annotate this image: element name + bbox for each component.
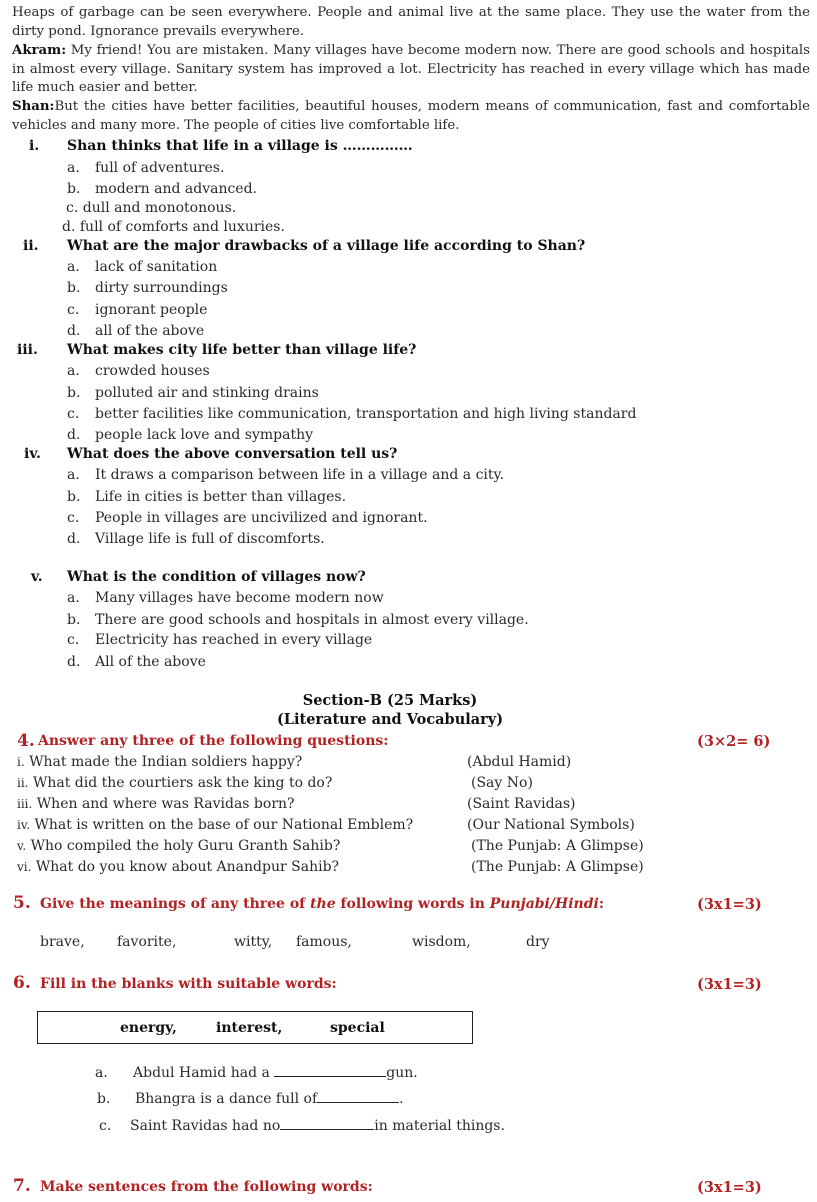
question-5-block-marks: (3x1=3) (697, 896, 762, 913)
question-5-option-a (67, 590, 384, 606)
fill-blank-b (97, 1091, 404, 1107)
vocab-word-brave: brave, (40, 934, 85, 950)
option-letter: c. (67, 406, 80, 422)
vocab-word-wisdom: wisdom, (412, 934, 471, 950)
short-question-text: When and where was Ravidas born? (36, 796, 295, 812)
fill-blank-post: gun. (386, 1065, 418, 1081)
short-question-5 (17, 838, 340, 854)
option-text: people lack love and sympathy (95, 427, 314, 443)
short-question-number: v. (17, 839, 27, 853)
passage-line-1 (12, 4, 810, 41)
q5-heading-the: the (310, 896, 336, 912)
question-4-block-heading: Answer any three of the following questions: (38, 733, 389, 749)
question-5-block-heading (40, 896, 604, 912)
question-2-number: ii. (23, 238, 39, 254)
passage-akram (12, 42, 810, 98)
option-text: crowded houses (95, 363, 210, 379)
option-letter: c. (67, 302, 80, 318)
short-question-number: iii. (17, 797, 33, 811)
q5-heading-part-2: following words in (335, 896, 490, 912)
shan-speaker: Shan: (12, 99, 55, 114)
short-question-text: What do you know about Anandpur Sahib? (35, 859, 340, 875)
option-letter: a. (67, 363, 80, 379)
short-question-number: iv. (17, 818, 31, 832)
question-1-option-d (62, 219, 285, 235)
word-box (37, 1011, 473, 1044)
option-letter: b. (67, 385, 81, 401)
q5-heading-language: Punjabi/Hindi (489, 896, 599, 912)
option-letter: b. (67, 280, 81, 296)
fill-blank-letter: c. (99, 1118, 112, 1134)
question-5-option-b (67, 612, 529, 628)
question-4-option-b (67, 489, 346, 505)
question-2-option-d (67, 323, 204, 339)
question-7-block-heading: Make sentences from the following words: (40, 1179, 373, 1195)
fill-blank-post: in material things. (374, 1118, 505, 1134)
option-letter: c. (66, 200, 79, 216)
option-text: All of the above (95, 654, 206, 670)
question-3-option-d (67, 427, 313, 443)
option-letter: c. (67, 510, 80, 526)
question-7-block-marks: (3x1=3) (697, 1179, 762, 1196)
question-1-text: Shan thinks that life in a village is …………… (67, 138, 413, 154)
vocab-word-dry: dry (526, 934, 550, 950)
vocab-word-witty: witty, (234, 934, 273, 950)
passage-text-1: Heaps of garbage can be seen everywhere. People and animal live at the same place. They use the water from the dirty pond. Ignorance prevails everywhere. (12, 5, 810, 39)
option-letter: c. (67, 632, 80, 648)
question-3-option-a (67, 363, 210, 379)
fill-blank-pre: Bhangra is a dance full of (135, 1091, 318, 1107)
question-3-option-b (67, 385, 319, 401)
fill-blank-line[interactable] (280, 1118, 374, 1130)
akram-speech: My friend! You are mistaken. Many villages have become modern now. There are good schools and hospitals in almost every village. Sanitary system has improved a lot. Electricity has reached in every village which has made life much easier and better. (12, 43, 810, 96)
option-text: all of the above (95, 323, 205, 339)
fill-blank-pre: Abdul Hamid had a (133, 1065, 275, 1081)
short-question-4-source: (Our National Symbols) (467, 817, 635, 833)
short-question-6-source: (The Punjab: A Glimpse) (471, 859, 644, 875)
option-text: There are good schools and hospitals in almost every village. (95, 612, 529, 628)
section-b-subtitle: (Literature and Vocabulary) (276, 711, 504, 728)
word-box-special: special (330, 1020, 385, 1036)
question-4-number: iv. (24, 446, 41, 462)
option-text: Many villages have become modern now (95, 590, 384, 606)
option-letter: d. (67, 531, 81, 547)
option-text: Village life is full of discomforts. (95, 531, 325, 547)
option-letter: a. (67, 590, 80, 606)
option-letter: d. (67, 323, 81, 339)
question-7-block-number: 7. (13, 1176, 31, 1196)
short-question-6 (17, 859, 339, 875)
short-question-number: vi. (17, 860, 32, 874)
question-4-option-c (67, 510, 428, 526)
short-question-4 (17, 817, 413, 833)
option-text: modern and advanced. (95, 181, 258, 197)
short-question-1 (17, 754, 302, 770)
option-text: better facilities like communication, transportation and high living standard (95, 406, 637, 422)
question-2-option-b (67, 280, 228, 296)
option-text: Electricity has reached in every village (95, 632, 373, 648)
question-6-block-marks: (3x1=3) (697, 976, 762, 993)
question-1-option-c (66, 200, 236, 216)
option-letter: d. (67, 427, 81, 443)
fill-blank-pre: Saint Ravidas had no (130, 1118, 281, 1134)
option-text: polluted air and stinking drains (95, 385, 319, 401)
option-letter: d. (62, 219, 76, 235)
fill-blank-line[interactable] (274, 1065, 386, 1077)
question-1-option-b (67, 181, 257, 197)
short-question-3 (17, 796, 295, 812)
option-letter: d. (67, 654, 81, 670)
question-6-block-number: 6. (13, 973, 31, 993)
short-question-number: ii. (17, 776, 29, 790)
section-b-title: Section-B (25 Marks) (302, 692, 478, 709)
question-3-number: iii. (17, 342, 38, 358)
question-5-block-number: 5. (13, 893, 31, 913)
word-box-energy: energy, (120, 1020, 177, 1036)
question-2-option-c (67, 302, 207, 318)
q5-heading-colon: : (598, 896, 604, 912)
question-6-block-heading: Fill in the blanks with suitable words: (40, 976, 337, 992)
question-1-number: i. (29, 138, 40, 154)
question-4-option-a (67, 467, 504, 483)
question-5-number: v. (31, 569, 43, 585)
fill-blank-c (99, 1118, 505, 1134)
vocab-word-favorite: favorite, (117, 934, 177, 950)
short-question-text: What is written on the base of our National Emblem? (34, 817, 414, 833)
question-4-block-marks: (3×2= 6) (697, 733, 771, 750)
fill-blank-a (95, 1065, 418, 1081)
option-text: It draws a comparison between life in a village and a city. (95, 467, 505, 483)
option-letter: b. (67, 612, 81, 628)
fill-blank-post: . (399, 1091, 404, 1107)
short-question-text: What made the Indian soldiers happy? (29, 754, 303, 770)
short-question-1-source: (Abdul Hamid) (467, 754, 572, 770)
option-letter: a. (67, 467, 80, 483)
question-5-option-d (67, 654, 206, 670)
option-text: full of adventures. (95, 160, 225, 176)
fill-blank-letter: a. (95, 1065, 108, 1081)
short-question-2 (17, 775, 332, 791)
q5-heading-part-1: Give the meanings of any three of (40, 896, 311, 912)
question-1-option-a (67, 160, 224, 176)
question-4-text: What does the above conversation tell us? (67, 446, 398, 462)
option-text: People in villages are uncivilized and ignorant. (95, 510, 428, 526)
option-letter: a. (67, 160, 80, 176)
word-box-interest: interest, (216, 1020, 283, 1036)
question-5-option-c (67, 632, 372, 648)
option-text: Life in cities is better than villages. (95, 489, 347, 505)
question-3-text: What makes city life better than village life? (67, 342, 417, 358)
short-question-2-source: (Say No) (471, 775, 533, 791)
question-4-block-number: 4. (17, 731, 35, 751)
option-letter: a. (67, 259, 80, 275)
fill-blank-line[interactable] (317, 1091, 399, 1103)
option-text: lack of sanitation (95, 259, 218, 275)
passage-shan (12, 98, 810, 135)
short-question-number: i. (17, 755, 25, 769)
question-2-text: What are the major drawbacks of a village life according to Shan? (67, 238, 586, 254)
question-3-option-c (67, 406, 636, 422)
short-question-text: What did the courtiers ask the king to do? (32, 775, 333, 791)
short-question-5-source: (The Punjab: A Glimpse) (471, 838, 644, 854)
short-question-3-source: (Saint Ravidas) (467, 796, 576, 812)
akram-speaker: Akram: (12, 43, 67, 58)
option-text: dull and monotonous. (82, 200, 237, 216)
question-2-option-a (67, 259, 217, 275)
short-question-text: Who compiled the holy Guru Granth Sahib? (30, 838, 341, 854)
option-letter: b. (67, 181, 81, 197)
shan-speech: But the cities have better facilities, beautiful houses, modern means of communication, fast and comfortable vehicles and many more. The people of cities live comfortable life. (12, 99, 810, 133)
fill-blank-letter: b. (97, 1091, 111, 1107)
question-5-text: What is the condition of villages now? (67, 569, 366, 585)
question-4-option-d (67, 531, 325, 547)
option-text: ignorant people (95, 302, 208, 318)
option-text: full of comforts and luxuries. (79, 219, 285, 235)
vocab-word-famous: famous, (296, 934, 352, 950)
option-text: dirty surroundings (95, 280, 228, 296)
option-letter: b. (67, 489, 81, 505)
